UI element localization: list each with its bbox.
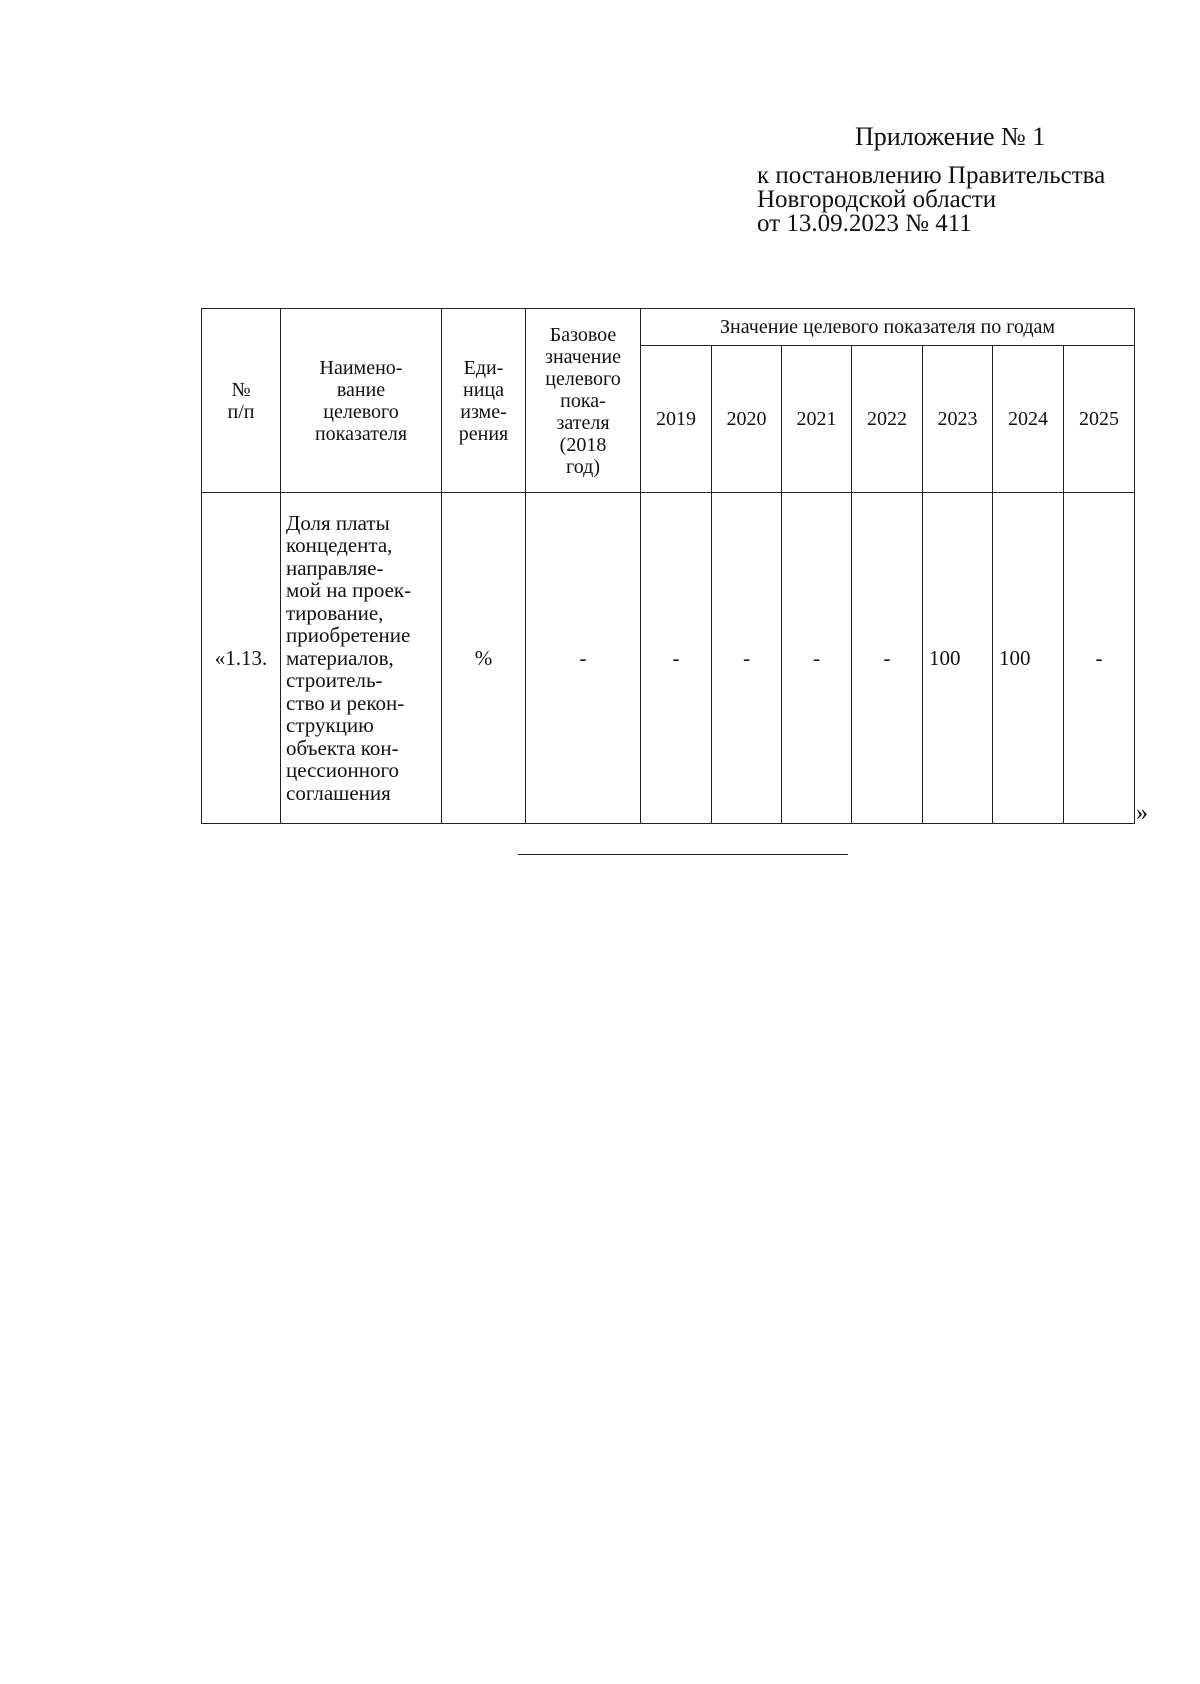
year-value-cell: 100	[923, 493, 993, 824]
table-row	[202, 493, 1135, 824]
annex-reference	[757, 164, 1105, 236]
indicator-name-line: объекта кон-	[286, 735, 399, 760]
header-base-line: зателя	[556, 411, 610, 434]
header-name	[281, 309, 442, 493]
header-base-line: целевого	[545, 367, 621, 390]
indicator-name-line: концедента,	[286, 533, 393, 558]
header-year: 2022	[852, 346, 923, 493]
indicator-name-line: строитель-	[286, 668, 383, 693]
header-year: 2019	[641, 346, 712, 493]
year-value-cell: -	[782, 493, 852, 824]
header-unit-line: ница	[463, 378, 504, 401]
header-unit-line: изме-	[460, 400, 507, 423]
header-base-line: год)	[566, 455, 600, 478]
header-num-line: №	[231, 378, 251, 401]
annex-line-3: от 13.09.2023 № 411	[757, 210, 972, 237]
header-year: 2020	[712, 346, 782, 493]
indicator-name-line: ство и рекон-	[286, 690, 405, 715]
header-base-line: (2018	[559, 433, 607, 456]
indicators-table	[201, 308, 1135, 824]
indicator-name-line: приобретение	[286, 623, 411, 648]
separator-line	[518, 854, 848, 855]
header-num	[202, 309, 281, 493]
year-value-cell: -	[852, 493, 923, 824]
header-year: 2024	[993, 346, 1064, 493]
base-value-cell: -	[526, 493, 641, 824]
closing-quote: »	[1136, 800, 1148, 826]
indicator-name-line: Доля платы	[286, 510, 390, 535]
indicator-name-line: тирование,	[286, 600, 384, 625]
header-name-line: Наимено-	[319, 356, 403, 379]
indicator-name-line: цессионного	[286, 758, 400, 783]
header-base-line: Базовое	[549, 323, 617, 346]
indicator-name-line: направляе-	[286, 555, 384, 580]
header-base-line: значение	[545, 345, 621, 368]
header-name-line: показателя	[314, 422, 408, 445]
year-value-cell: -	[641, 493, 712, 824]
indicator-name-line: соглашения	[286, 780, 391, 805]
row-number: «1.13.	[202, 493, 281, 824]
header-year: 2023	[923, 346, 993, 493]
year-value-cell: 100	[993, 493, 1064, 824]
header-name-line: вание	[336, 378, 386, 401]
annex-title: Приложение № 1	[855, 122, 1046, 151]
header-year: 2021	[782, 346, 852, 493]
header-base-value	[526, 309, 641, 493]
unit-cell: %	[442, 493, 526, 824]
header-unit-line: рения	[458, 422, 509, 445]
indicator-name-line: материалов,	[286, 645, 394, 670]
indicator-name	[281, 493, 442, 824]
year-value-cell: -	[712, 493, 782, 824]
annex-line-2: Новгородской области	[757, 186, 997, 213]
header-years-group: Значение целевого показателя по годам	[641, 309, 1135, 346]
indicator-name-line: мой на проек-	[286, 578, 412, 603]
header-num-line: п/п	[227, 400, 255, 423]
annex-line-1: к постановлению Правительства	[757, 162, 1106, 189]
year-value-cell: -	[1064, 493, 1135, 824]
header-base-line: пока-	[560, 389, 606, 412]
header-year: 2025	[1064, 346, 1135, 493]
header-unit-line: Еди-	[463, 356, 504, 379]
indicator-name-line: струкцию	[286, 713, 374, 738]
header-name-line: целевого	[323, 400, 399, 423]
header-unit	[442, 309, 526, 493]
header-row-1	[202, 309, 1135, 346]
